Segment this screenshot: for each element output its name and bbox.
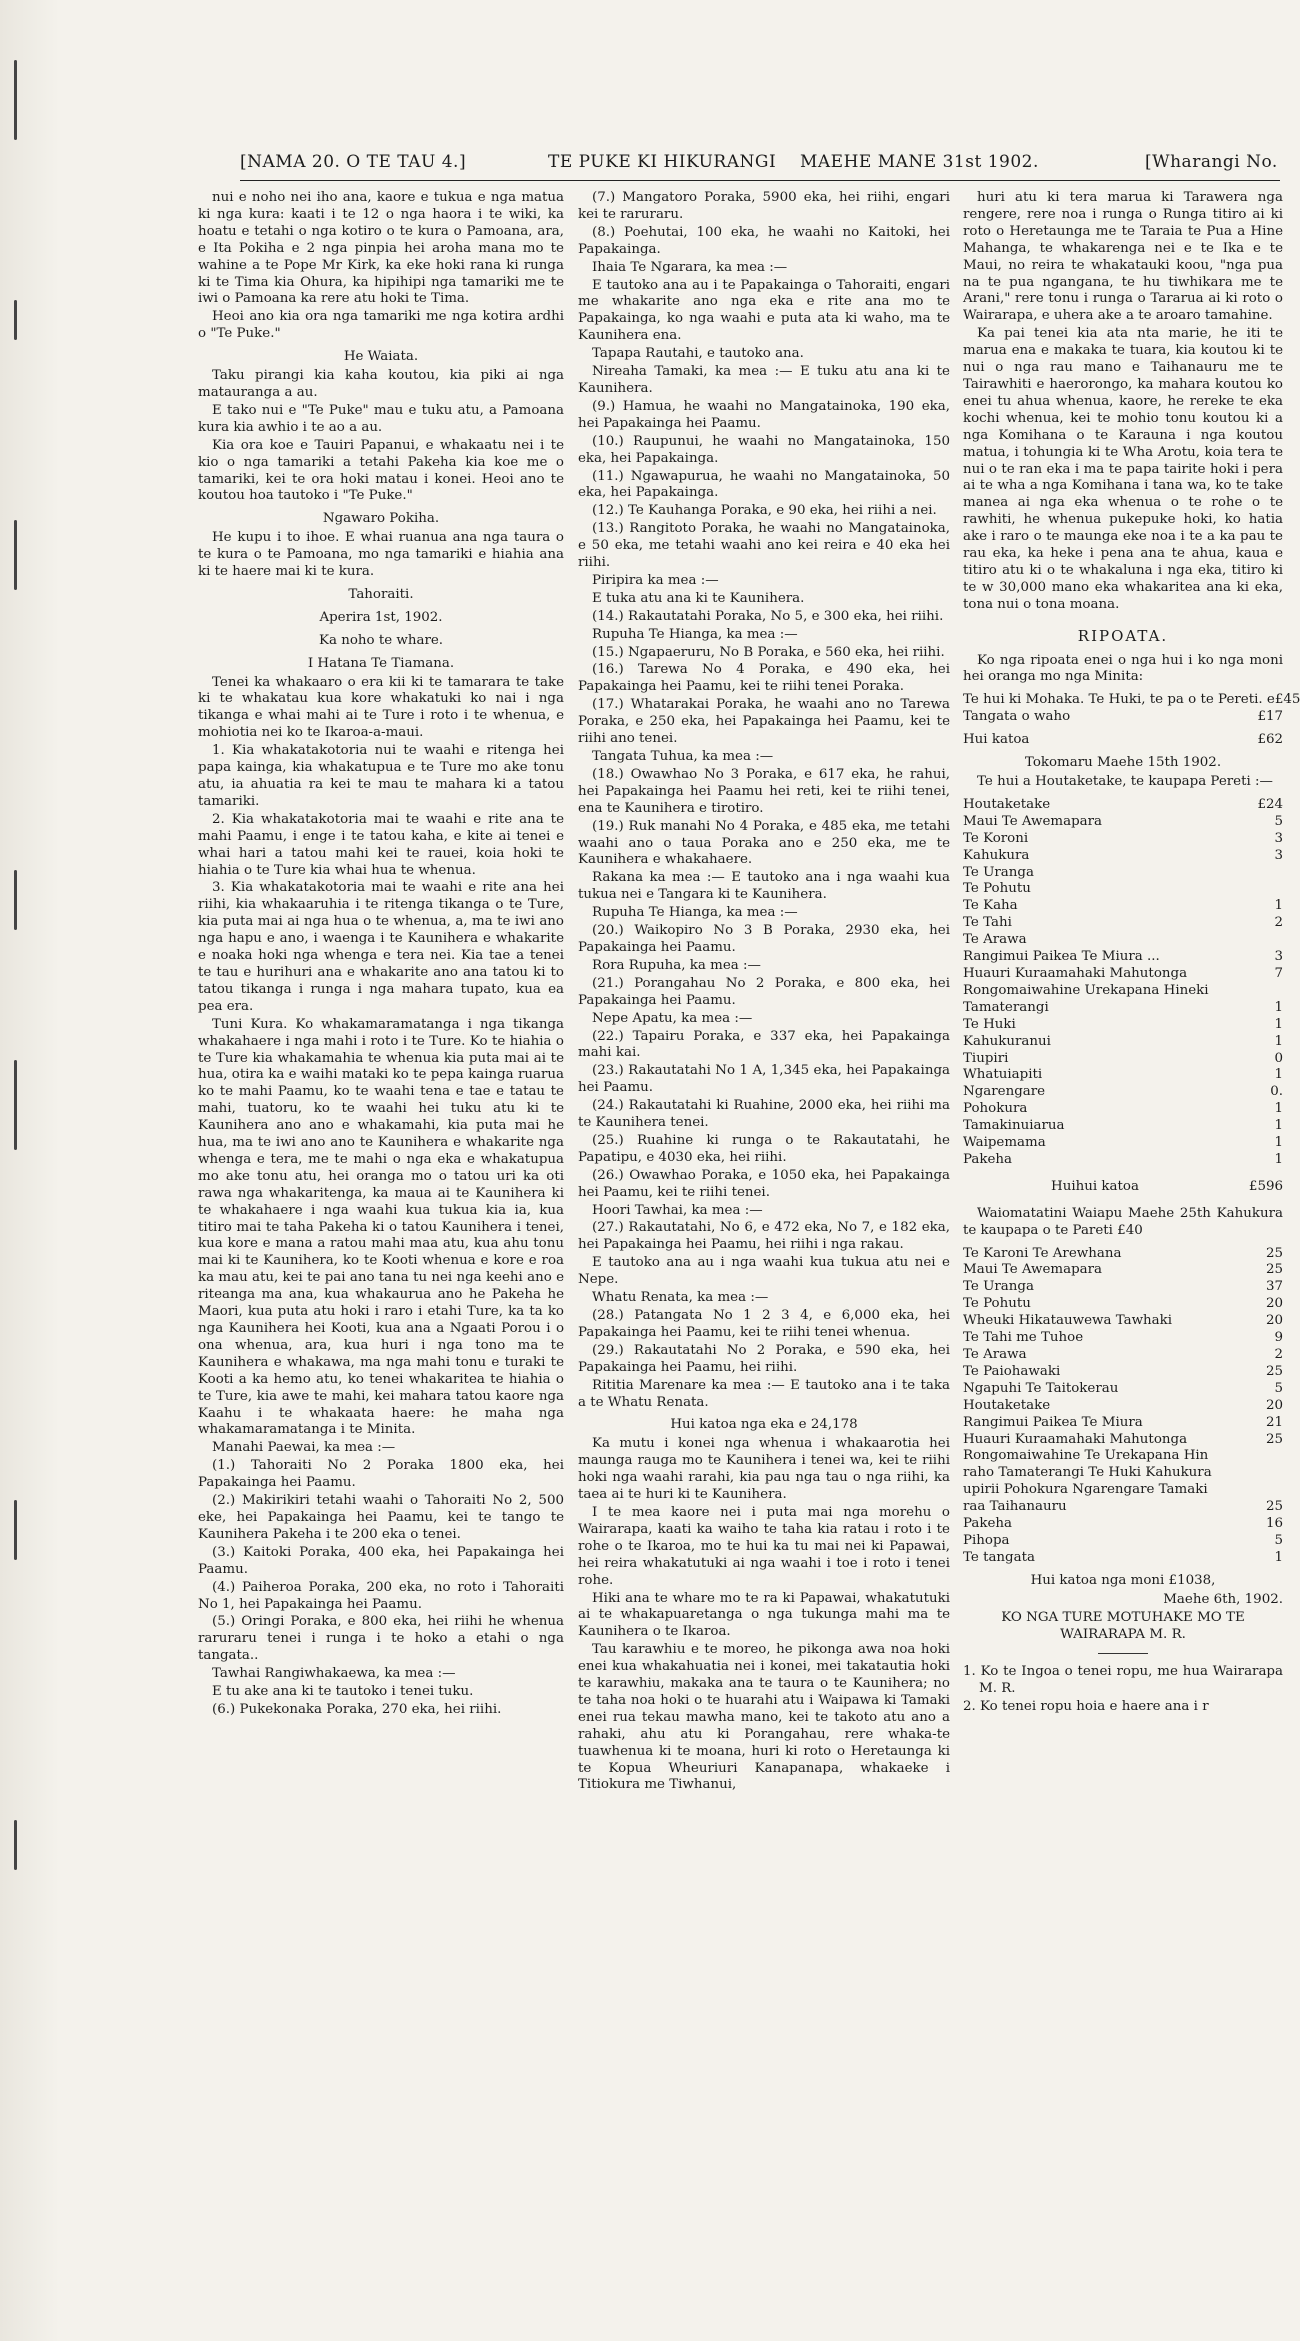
row-value: 5 [1274, 813, 1283, 829]
row-name: Te Pohutu [963, 881, 1031, 897]
table-row [963, 709, 1283, 726]
ripoata-date-2: Tokomaru Maehe 15th 1902. [1024, 755, 1222, 771]
paragraph: Hiki ana te whare mo te ra ki Papawai, whakatutuki ai te whakapuaretanga o nga tukunga mahi ma te Kaunihera o te Ikaroa. [578, 1590, 950, 1640]
divider [1098, 1653, 1148, 1654]
row-value: 1 [1274, 1135, 1283, 1151]
row-value [1227, 865, 1283, 882]
masthead-title: TE PUKE KI HIKURANGI [548, 152, 777, 172]
ripoata-section-2: Te hui a Houtaketake, te kaupapa Pereti :— [977, 774, 1273, 789]
paragraph: (19.) Ruk manahi No 4 Poraka, e 485 eka, me tetahi waahi ano o taua Poraka ano e 250 eka, me te Kaunihera e whakahaere. [578, 818, 950, 868]
binding-mark [14, 300, 17, 340]
row-value: 21 [1265, 1414, 1283, 1430]
paragraph: (17.) Whatarakai Poraka, he waahi ano no Tarewa Poraka, e 250 eka, hei Papakainga hei Paamu, kei te riihi ano tenei. [578, 697, 950, 747]
row-value: 25 [1265, 1363, 1283, 1379]
row-name: Pohokura [963, 1101, 1028, 1117]
row-name: Te hui ki Mohaka. Te Huki, te pa o te Pereti. e [963, 692, 1275, 708]
paragraph: (27.) Rakautatahi, No 6, e 472 eka, No 7, e 182 eka, hei Papakainga hei Paamu, hei riihi i nga rakau. [578, 1220, 950, 1253]
paragraph: (11.) Ngawapurua, he waahi no Mangatainoka, 50 eka, hei Papakainga. [578, 468, 950, 501]
paragraph: (8.) Poehutai, 100 eka, he waahi no Kaitoki, hei Papakainga. [578, 224, 950, 257]
row-name: Te Pohutu [963, 1296, 1031, 1312]
table-row [963, 1499, 1283, 1516]
table-row [963, 1034, 1283, 1051]
paragraph: 2. Kia whakatakotoria mai te waahi e rite ana te mahi Paamu, i enge i te tatou kaha, e kite ai tenei e whai hari a tatou mahi kei te rauei, koia hoki te hiahia o te Ture kia whai hua te whenua. [198, 811, 564, 878]
column-3 [963, 190, 1300, 1717]
paragraph: (12.) Te Kauhanga Poraka, e 90 eka, hei riihi a nei. [592, 503, 937, 519]
paragraph: He kupu i to ihoe. E whai ruanua ana nga taura o te kura o te Pamoana, mo nga tamariki e hiahia ana ki te haere mai ki te kura. [198, 530, 564, 580]
row-value: 2 [1274, 915, 1283, 931]
binding-mark [14, 870, 17, 930]
table-row [963, 1330, 1283, 1347]
table-row [963, 1118, 1283, 1135]
issue-date: MAEHE MANE 31st 1902. [800, 152, 1039, 172]
table-row [963, 1448, 1283, 1465]
binding-mark [14, 1500, 17, 1560]
paragraph: 3. Kia whakatakotoria mai te waahi e rite ana hei riihi, kia whakaaruhia i te ritenga tikanga o te Ture, kia puta mai ai nga hua o te whenua, a, ma te iwi ano nga hapu e ano, i waenga i te Kaunihera e whakarite e noaka hoki nga whenga e tera nei. Kia tae a tenei te tau e hurihuri ana e whakarite ano ana tatou ki to tatou tikanga i runga i nga mahara tupato, kua ea pea era. [198, 880, 564, 1014]
row-value [1227, 983, 1283, 1000]
table-row [963, 1084, 1283, 1101]
row-name: Te Tahi [963, 915, 1012, 931]
row-name: Kahukuranui [963, 1033, 1051, 1049]
paragraph: (18.) Owawhao No 3 Poraka, e 617 eka, he rahui, hei Papakainga hei Paamu hei reti, kei te riihi tenei, ena te Kaunihera e tirotiro. [578, 766, 950, 816]
table-row [963, 966, 1283, 983]
table-row [963, 1465, 1283, 1482]
row-name: Ngapuhi Te Taitokerau [963, 1380, 1119, 1396]
paragraph: Rakana ka mea :— E tautoko ana i nga waahi kua tukua nei e Tangara ki te Kaunihera. [578, 870, 950, 903]
row-value: 1 [1274, 1549, 1283, 1565]
row-value: 25 [1265, 1262, 1283, 1278]
row-name: Te Arawa [963, 932, 1027, 948]
row-name: Whatuiapiti [963, 1067, 1043, 1083]
paragraph: (7.) Mangatoro Poraka, 5900 eka, hei riihi, engari kei te raruraru. [578, 190, 950, 222]
table-row [963, 1364, 1283, 1381]
paragraph: Nepe Apatu, ka mea :— [592, 1010, 753, 1026]
paragraph: Rititia Marenare ka mea :— E tautoko ana i te taka a te Whatu Renata. [578, 1377, 950, 1410]
table-row [963, 915, 1283, 932]
row-name: raa Taihanauru [963, 1499, 1067, 1515]
row-name: upirii Pohokura Ngarengare Tamaki [963, 1482, 1208, 1498]
ture-list [963, 1664, 1283, 1716]
row-value [1227, 1465, 1283, 1482]
paragraph: E tuka atu ana ki te Kaunihera. [592, 590, 805, 606]
table-row [963, 1296, 1283, 1313]
ripoata-table-2 [963, 797, 1283, 1169]
paragraph: (16.) Tarewa No 4 Poraka, e 490 eka, hei Papakainga hei Paamu, kei te riihi tenei Poraka. [578, 662, 950, 695]
paragraph: Tapapa Rautahi, e tautoko ana. [592, 346, 804, 362]
table-row [963, 1067, 1283, 1084]
binding-mark [14, 60, 17, 140]
paragraph: Nireaha Tamaki, ka mea :— E tuku atu ana ki te Kaunihera. [578, 364, 950, 396]
row-name: Maui Te Awemapara [963, 813, 1103, 829]
row-value [1227, 1448, 1283, 1465]
table-row [963, 1101, 1283, 1118]
table-row [963, 1000, 1283, 1017]
header-rule [240, 180, 1280, 181]
table-row [963, 797, 1283, 814]
issue-number: [NAMA 20. O TE TAU 4.] [240, 152, 467, 172]
row-value: 1 [1274, 1151, 1283, 1167]
paragraph: E tako nui e "Te Puke" mau e tuku atu, a Pamoana kura kia awhio i te ao a au. [198, 402, 564, 435]
column-3-intro [963, 190, 1283, 614]
paragraph: Tau karawhiu e te moreo, he pikonga awa noa hoki enei kua whakahuatia nei i konei, mei takatautia hoki te karawhiu, makaka ana te taura o te Kaunihera; no te taha noa hoki o te huarahi atu i Waipawa ki Tamaki enei rua tekau mawha mano, kei te takoto atu ano a rahaki, ahu atu ki Porangahau, rere whaka-te tuawhenua ki te moana, huri ki roto o Heretaunga ki te Kopua Wheuriuri Kanapanapa, whakaeke i Titiokura me Tiwhanui, [578, 1642, 950, 1793]
paragraph: Aperira 1st, 1902. [319, 609, 443, 625]
paragraph: Whatu Renata, ka mea :— [592, 1290, 769, 1306]
paragraph: (23.) Rakautatahi No 1 A, 1,345 eka, hei Papakainga hei Paamu. [578, 1063, 950, 1096]
paragraph: Rupuha Te Hianga, ka mea :— [592, 626, 798, 642]
paragraph: (9.) Hamua, he waahi no Mangatainoka, 190 eka, hei Papakainga hei Paamu. [578, 398, 950, 431]
row-name: Pakeha [963, 1516, 1013, 1532]
row-name: Houtaketake [963, 796, 1051, 812]
table-row [963, 1279, 1283, 1296]
ripoata-table-1 [963, 692, 1300, 726]
row-name: Pakeha [963, 1151, 1013, 1167]
row-name: Kahukura [963, 847, 1030, 863]
paragraph: I Hatana Te Tiamana. [307, 655, 455, 671]
paragraph: Ihaia Te Ngarara, ka mea :— [592, 259, 788, 275]
paragraph: (26.) Owawhao Poraka, e 1050 eka, hei Papakainga hei Paamu, kei te riihi tenei. [578, 1167, 950, 1200]
ture-heading: KO NGA TURE MOTUHAKE MO TE WAIRARAPA M. R. [1001, 1609, 1245, 1642]
row-value: 16 [1265, 1516, 1283, 1532]
row-value: 20 [1265, 1313, 1283, 1329]
paragraph: (22.) Tapairu Poraka, e 337 eka, hei Papakainga mahi kai. [578, 1028, 950, 1061]
row-name: Pihopa [963, 1532, 1010, 1548]
table-row [963, 1051, 1283, 1068]
binding-mark [14, 520, 17, 590]
table-row [963, 1550, 1283, 1567]
row-name: Te Huki [963, 1016, 1016, 1032]
ripoata-section-3: Waiomatatini Waiapu Maehe 25th Kahukura te kaupapa o te Pareti £40 [963, 1205, 1283, 1238]
binding-mark [14, 1060, 17, 1150]
row-name: Wheuki Hikatauwewa Tawhaki [963, 1313, 1173, 1329]
table-row [963, 1482, 1283, 1499]
row-value: 1 [1274, 1067, 1283, 1083]
paragraph: (3.) Kaitoki Poraka, 400 eka, hei Papakainga hei Paamu. [198, 1544, 564, 1577]
paragraph: (29.) Rakautatahi No 2 Poraka, e 590 eka, hei Papakainga hei Paamu, hei riihi. [578, 1342, 950, 1375]
ture-item: 2. Ko tenei ropu hoia e haere ana i r [963, 1699, 1209, 1715]
row-value: 3 [1274, 830, 1283, 846]
table-row [963, 865, 1283, 882]
paragraph: (13.) Rangitoto Poraka, he waahi no Mangatainoka, e 50 eka, me tetahi waahi ano kei reira e 40 eka hei riihi. [578, 521, 950, 571]
table-row [963, 1262, 1283, 1279]
table-row [963, 814, 1283, 831]
paragraph: Taku pirangi kia kaha koutou, kia piki ai nga matauranga a au. [198, 368, 564, 400]
paragraph: Piripira ka mea :— [592, 572, 719, 588]
row-value: 25 [1265, 1431, 1283, 1447]
row-value: 1 [1274, 1016, 1283, 1032]
ripoata-total-2: Huihui katoa £596 [1051, 1178, 1283, 1194]
row-value: 1 [1274, 1033, 1283, 1049]
paragraph: Ka pai tenei kia ata nta marie, he iti te marua ena e makaka te tuara, kia koutou ki te nui o nga rau mano e Taihanauru me te Tairawhiti e haerorongo, ka mahara koutou ko enei tu ahua whenua, kaore, he rereke te eka kochi whenua, kei te mohio tonu koutou ki a nga Komihana o te Karauna i nga koutou matua, i tohungia ki te Wha Arotu, koia tera te nui o te ran eka i ma te papa tairite hoki i pera ai te wha a nga Komihana i tana wa, ko te take manea ai nga eka whenua o te rohe o te rawhiti, he whenua pukepuke hoki, ko hatia ake i raro o te maunga eke noa i te a ka pau te rau eka, ka heke i pena ana te ahua, kaua e titiro atu ki o te whakaluna i nga eka, titiro ki te w 30,000 mano eka whakaritea ana ki eka, tona nui o tona moana. [963, 326, 1283, 612]
row-name: Huauri Kuraamahaki Mahutonga [963, 965, 1188, 981]
paragraph: Tuni Kura. Ko whakamaramatanga i nga tikanga whakahaere i nga mahi i roto i te Ture. Ko te hiahia o te Ture kia whakamahia te whenua kia puta mai ai te hua, otira ka e waihi mataki ko te pepa kainga ruarua ko te mahi Paamu, ko te waahi tena e tae e tatau te mahi, tuatoru, ko te waahi hei tuku atu ki te Kaunihera ano ano e whakamahi, kia puta mai he hua, ma te iwi ano ano te Kaunihera e whakarite nga whenga e tera, me te mahi o nga eka e whakatupua mo ake tonu atu, hei oranga mo o tatou uri ka oti rawa nga whakaritenga, ka maua ai te Kaunihera ki te whakahaere i nga waahi kua tukua kia ia, kua titiro mai te taha Pakeha ki o tatou Kaunihera i tenei, kua kore e mana a ratou mahi maa atu, kua ahu tonu mai ki te Kaunihera, ko te Kooti whenua e kore e roa ka mau atu, kei te pai ano tana tu nei nga keehi ano e riteanga ma ana, kua whakaurua ano he Pakeha he Maori, kua puta atu hoki i raro i etahi Ture, ka ta ko nga Kaunihera hei Kooti, kua ana a Ngaati Porou i o ona whenua, ara, kua huri i nga tono ma te Kaunihera e whakawa, ma nga mahi tonu e turaki te Kooti a ka hemo atu, ko tenei whakaritea te hiahia o te Ture, kia awe te mahi, kei mahara tatou kaore nga Kaahu i te whakaata haere: he maha nga whakamaramatanga i te Minita. [198, 1016, 564, 1438]
row-value: 1 [1274, 999, 1283, 1015]
row-value: 5 [1274, 1380, 1283, 1396]
row-name: Rangimui Paikea Te Miura ... [963, 949, 1160, 965]
paragraph: (2.) Makirikiri tetahi waahi o Tahoraiti No 2, 500 eke, hei Papakainga hei Paamu, kei te tango te Kaunihera Pakeha i te 200 eka o tenei. [198, 1493, 564, 1542]
row-value: 0. [1270, 1084, 1283, 1100]
binding-mark [14, 1820, 17, 1870]
row-name: Tamakinuiarua [963, 1118, 1065, 1134]
row-value: 37 [1265, 1279, 1283, 1295]
row-name: Tamaterangi [963, 999, 1049, 1015]
row-value: 25 [1265, 1245, 1283, 1261]
paragraph: Heoi ano kia ora nga tamariki me nga kotira ardhi o "Te Puke." [198, 309, 564, 342]
paragraph: I te mea kaore nei i puta mai nga morehu o Wairarapa, kaati ka waiho te taha kia ratau i roto i te rohe o te Ikaroa, mo te hui ka tu mai nei ki Papawai, hei reira whakatutuki ai nga waahi i toe i roto i tenei rohe. [578, 1504, 950, 1588]
table-row [963, 898, 1283, 915]
paragraph: (10.) Raupunui, he waahi no Mangatainoka, 150 eka, hei Papakainga. [578, 433, 950, 466]
row-value: £45 [1274, 692, 1300, 708]
row-value: 5 [1274, 1532, 1283, 1548]
ripoata-total-1: Hui katoa £62 [963, 732, 1283, 748]
paragraph: Hoori Tawhai, ka mea :— [592, 1202, 763, 1218]
table-row [963, 949, 1283, 966]
row-name: Ngarengare [963, 1084, 1046, 1100]
paragraph: Rupuha Te Hianga, ka mea :— [592, 905, 798, 921]
row-value: 1 [1274, 1118, 1283, 1134]
row-value: 20 [1265, 1397, 1283, 1413]
paragraph: Ka mutu i konei nga whenua i whakaarotia hei maunga rauga mo te Kaunihera i tenei wa, kei te riihi hoki nga waahi rarahi, kia pau nga tau o nga riihi, ka taea ai te huri ki te Kaunihera. [578, 1436, 950, 1503]
paragraph: (20.) Waikopiro No 3 B Poraka, 2930 eka, hei Papakainga hei Paamu. [578, 923, 950, 955]
paragraph: (15.) Ngapaeruru, No B Poraka, e 560 eka, hei riihi. [592, 644, 945, 660]
paragraph: nui e noho nei iho ana, kaore e tukua e nga matua ki nga kura: kaati i te 12 o nga haora i te wiki, ka hoatu e tetahi o nga kotiro o te kura o Pamoana, ara, e Ita Pokiha e 2 nga pinpia hei aroha mana mo te wahine a te Pope Mr Kirk, ka eke hoki rana ki runga ki te Tima kia Ohura, ka hipihipi nga tamariki me te iwi o Pamoana ka rere atu hoki te Tima. [198, 190, 564, 307]
table-row [963, 1246, 1283, 1263]
row-name: Rongomaiwahine Te Urekapana Hin [963, 1448, 1209, 1464]
row-name: Huauri Kuraamahaki Mahutonga [963, 1431, 1188, 1447]
table-row [963, 1152, 1283, 1169]
row-value: 20 [1265, 1296, 1283, 1312]
table-row [963, 1135, 1283, 1152]
paragraph: (28.) Patangata No 1 2 3 4, e 6,000 eka, hei Papakainga hei Paamu, kei te riihi tenei whenua. [578, 1308, 950, 1340]
row-value: 7 [1274, 965, 1283, 981]
paragraph: Tenei ka whakaaro o era kii ki te tamarara te take ki te whakatau kua kore whakatuki ko nai i nga tikanga e whai mahi ai te Ture i roto i te whenua, e mohiotia nei ko te Ikaroa-a-maui. [198, 674, 564, 741]
paragraph: huri atu ki tera marua ki Tarawera nga rengere, rere noa i runga o Runga titiro ai ki roto o Heretaunga me te Taraia te Pua a Hine Mahanga, te whakarenga nei e te Ika e te Maui, no reira te whakatauki koou, "nga pua na te pua ngangana, te hu tiwhikara me te Arani," rere tonu i runga o Tararua ai ki roto o Wairarapa, e uhera ake a te aroaro tamahine. [963, 190, 1283, 324]
table-row [963, 983, 1283, 1000]
paragraph: Tahoraiti. [348, 586, 414, 602]
row-name: Te Paiohawaki [963, 1363, 1061, 1379]
row-name: Waipemama [963, 1135, 1046, 1151]
row-name: Te Uranga [963, 864, 1034, 880]
paragraph: E tu ake ana ki te tautoko i tenei tuku. [212, 1684, 474, 1700]
row-name: Tiupiri [963, 1050, 1009, 1066]
paragraph: Tangata Tuhua, ka mea :— [592, 749, 774, 764]
table-row [963, 1347, 1283, 1364]
table-row [963, 932, 1283, 949]
row-value [1227, 1482, 1283, 1499]
row-value: 1 [1274, 1101, 1283, 1117]
table-row [963, 848, 1283, 865]
paragraph: E tautoko ana au i nga waahi kua tukua atu nei e Nepe. [578, 1255, 950, 1288]
column-2 [578, 190, 950, 1795]
table-row [963, 831, 1283, 848]
row-name: Rongomaiwahine Urekapana Hineki [963, 982, 1209, 998]
row-name: Tangata o waho [963, 709, 1071, 725]
paragraph: Kia ora koe e Tauiri Papanui, e whakaatu nei i te kio o nga tamariki a tetahi Pakeha kia koe me o tamariki, kei te ora hoki matau i konei. Heoi ano te koutou hoa tautoko i "Te Puke." [198, 437, 564, 504]
ripoata-heading: RIPOATA. [1077, 626, 1169, 645]
paragraph: Hui katoa nga eka e 24,178 [670, 1417, 858, 1433]
row-value: 9 [1274, 1330, 1283, 1346]
row-name: Rangimui Paikea Te Miura [963, 1414, 1143, 1430]
row-name: Te Kaha [963, 898, 1018, 914]
table-row [963, 692, 1300, 709]
paragraph: (1.) Tahoraiti No 2 Poraka 1800 eka, hei Papakainga hei Paamu. [198, 1458, 564, 1491]
table-row [963, 1398, 1283, 1415]
paragraph: (6.) Pukekonaka Poraka, 270 eka, hei riihi. [212, 1701, 502, 1717]
paragraph: (21.) Porangahau No 2 Poraka, e 800 eka, hei Papakainga hei Paamu. [578, 975, 950, 1008]
row-value: 2 [1274, 1347, 1283, 1362]
table-row [963, 1313, 1283, 1330]
page-number: [Wharangi No. [1145, 152, 1278, 172]
paragraph: 1. Kia whakatakotoria nui te waahi e ritenga hei papa kainga, kia whakatupua e te Ture mo ake tonu atu, ia ahuatia ra kei te mau te mahara ki a tatou tamariki. [198, 743, 564, 809]
row-name: raho Tamaterangi Te Huki Kahukura [963, 1465, 1212, 1481]
row-name: Maui Te Awemapara [963, 1262, 1103, 1278]
paragraph: (14.) Rakautatahi Poraka, No 5, e 300 eka, hei riihi. [592, 608, 944, 624]
ripoata-date-4: Maehe 6th, 1902. [1163, 1591, 1283, 1607]
paragraph: Manahi Paewai, ka mea :— [212, 1440, 396, 1456]
row-value: £17 [1257, 709, 1283, 725]
row-value: 3 [1274, 847, 1283, 863]
paragraph: (24.) Rakautatahi ki Ruahine, 2000 eka, hei riihi ma te Kaunihera tenei. [578, 1098, 950, 1131]
page-spine-margin [0, 0, 60, 2341]
ripoata-table-3 [963, 1246, 1283, 1567]
paragraph: Tawhai Rangiwhakaewa, ka mea :— [212, 1666, 456, 1682]
page-header [240, 152, 1280, 176]
ripoata-intro: Ko nga ripoata enei o nga hui i ko nga moni hei oranga mo nga Minita: [963, 652, 1283, 685]
row-value: 1 [1274, 898, 1283, 914]
row-value: £24 [1257, 796, 1283, 812]
paragraph: (5.) Oringi Poraka, e 800 eka, hei riihi he whenua raruraru tenei i runga i te hoko a etahi o nga tangata.. [198, 1614, 564, 1664]
paragraph: (25.) Ruahine ki runga o te Rakautatahi, he Papatipu, e 4030 eka, hei riihi. [578, 1132, 950, 1165]
row-value [1227, 881, 1283, 898]
ture-item: 1. Ko te Ingoa o tenei ropu, me hua Wairarapa M. R. [963, 1664, 1283, 1697]
row-name: Te Uranga [963, 1279, 1034, 1295]
row-name: Te tangata [963, 1549, 1035, 1565]
paragraph: (4.) Paiheroa Poraka, 200 eka, no roto i Tahoraiti No 1, hei Papakainga hei Paamu. [198, 1579, 564, 1612]
row-name: Houtaketake [963, 1397, 1051, 1413]
paragraph: E tautoko ana au i te Papakainga o Tahoraiti, engari me whakarite ano nga eka e rite ana mo te Papakainga, ko nga waahi e puta ata ki waho, ma te Kaunihera ena. [578, 277, 950, 344]
table-row [963, 881, 1283, 898]
table-row [963, 1533, 1283, 1550]
row-value: 0 [1274, 1050, 1283, 1066]
paragraph: He Waiata. [343, 349, 419, 365]
paragraph: Ka noho te whare. [318, 632, 444, 648]
column-1 [198, 190, 564, 1720]
table-row [963, 1516, 1283, 1533]
row-name: Te Karoni Te Arewhana [963, 1245, 1122, 1261]
row-name: Te Tahi me Tuhoe [963, 1330, 1084, 1346]
row-value: 3 [1274, 949, 1283, 965]
table-row [963, 1415, 1283, 1432]
row-value: 25 [1265, 1499, 1283, 1515]
ripoata-total-3: Hui katoa nga moni £1038, [1030, 1572, 1216, 1588]
row-value [1227, 932, 1283, 949]
table-row [963, 1432, 1283, 1449]
row-name: Te Koroni [963, 830, 1029, 846]
paragraph: Rora Rupuha, ka mea :— [592, 957, 761, 973]
table-row [963, 1017, 1283, 1034]
row-name: Te Arawa [963, 1347, 1027, 1362]
table-row [963, 1381, 1283, 1398]
paragraph: Ngawaro Pokiha. [322, 511, 440, 527]
